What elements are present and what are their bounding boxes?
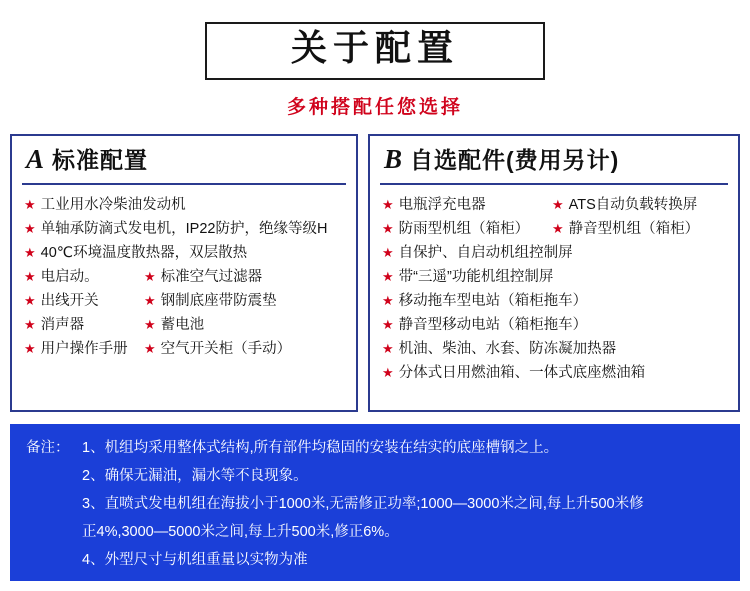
panel-b-divider [380, 183, 728, 185]
note-content: 外型尺寸与机组重量以实物为准 [104, 552, 308, 568]
panel-optional-config [368, 134, 740, 412]
list-item-label: 分体式日用燃油箱、一体式底座燃油箱 [398, 365, 646, 381]
list-item-label: 空气开关柜（手动） [160, 341, 292, 357]
config-panels [0, 134, 750, 416]
star-icon: ★ [382, 269, 394, 284]
note-content: 直喷式发电机组在海拔小于1000米,无需修正功率;1000—3000米之间,每上升500米修 [104, 496, 644, 512]
note-text [82, 490, 724, 546]
list-item [382, 193, 728, 217]
note-text [82, 546, 724, 574]
list-item [382, 265, 728, 289]
list-item-label: 静音型机组（箱柜） [568, 221, 700, 237]
list-item [382, 289, 728, 313]
star-icon: ★ [24, 197, 36, 212]
list-item [24, 337, 346, 361]
list-item-label: 出线开关 [40, 293, 99, 309]
star-icon: ★ [382, 221, 394, 236]
list-item-label: ATS自动负载转换屏 [568, 197, 698, 213]
note-row [26, 434, 724, 462]
list-item-label: 自保护、自启动机组控制屏 [398, 245, 573, 261]
star-icon: ★ [144, 341, 156, 356]
panel-a-title: 标准配置 [52, 147, 149, 173]
star-icon: ★ [144, 269, 156, 284]
panel-b-header [370, 136, 738, 179]
note-row [26, 462, 724, 490]
list-item-label: 标准空气过滤器 [160, 269, 263, 285]
notes-panel [10, 424, 740, 581]
panel-standard-config [10, 134, 358, 412]
note-index: 3、 [82, 496, 105, 512]
star-icon: ★ [382, 365, 394, 380]
star-icon: ★ [24, 317, 36, 332]
star-icon: ★ [552, 197, 564, 212]
list-item-label: 防雨型机组（箱柜） [398, 221, 530, 237]
panel-b-letter: B [384, 144, 403, 174]
list-item [382, 361, 728, 385]
page-title: 关于配置 [290, 27, 459, 68]
list-item-label: 40℃环境温度散热器，双层散热 [40, 245, 248, 261]
list-item-label: 单轴承防滴式发电机，IP22防护，绝缘等级H [40, 221, 328, 237]
star-icon: ★ [382, 245, 394, 260]
list-item [382, 337, 728, 361]
note-content: 机组均采用整体式结构,所有部件均稳固的安装在结实的底座槽钢之上。 [104, 440, 559, 456]
note-index: 4、 [82, 552, 105, 568]
star-icon: ★ [382, 293, 394, 308]
list-item-label: 蓄电池 [160, 317, 205, 333]
list-item [24, 265, 346, 289]
star-icon: ★ [24, 293, 36, 308]
notes-label: 备注： [26, 440, 70, 456]
note-content-continued: 正4%,3000—5000米之间,每上升500米,修正6%。 [82, 524, 399, 540]
list-item-label: 用户操作手册 [40, 341, 128, 357]
star-icon: ★ [24, 341, 36, 356]
note-row [26, 490, 724, 546]
list-item-label: 移动拖车型电站（箱柜拖车） [398, 293, 588, 309]
star-icon: ★ [382, 317, 394, 332]
list-item [382, 313, 728, 337]
list-item-label: 带“三遥”功能机组控制屏 [398, 269, 554, 285]
list-item-label: 消声器 [40, 317, 85, 333]
panel-b-items [370, 191, 738, 385]
header [0, 0, 750, 130]
note-index: 1、 [82, 440, 105, 456]
star-icon: ★ [552, 221, 564, 236]
note-index: 2、 [82, 468, 105, 484]
star-icon: ★ [382, 197, 394, 212]
star-icon: ★ [144, 317, 156, 332]
star-icon: ★ [24, 245, 36, 260]
panel-b-title: 自选配件(费用另计) [410, 147, 620, 173]
note-row [26, 546, 724, 574]
star-icon: ★ [24, 221, 36, 236]
list-item [24, 289, 346, 313]
note-text [82, 462, 724, 490]
list-item-label: 机油、柴油、水套、防冻凝加热器 [398, 341, 617, 357]
star-icon: ★ [144, 293, 156, 308]
star-icon: ★ [382, 341, 394, 356]
list-item-label: 电启动。 [40, 269, 99, 285]
note-content: 确保无漏油，漏水等不良现象。 [104, 468, 308, 484]
list-item-label: 电瓶浮充电器 [398, 197, 486, 213]
panel-a-divider [22, 183, 346, 185]
list-item-label: 工业用水冷柴油发动机 [40, 197, 186, 213]
list-item [24, 193, 346, 217]
panel-a-letter: A [26, 144, 45, 174]
list-item [24, 217, 346, 241]
page-subtitle: 多种搭配任您选择 [286, 97, 463, 118]
list-item [382, 241, 728, 265]
note-text [82, 434, 724, 462]
list-item-label: 静音型移动电站（箱柜拖车） [398, 317, 588, 333]
list-item-label: 钢制底座带防震垫 [160, 293, 277, 309]
list-item [24, 313, 346, 337]
list-item [24, 241, 346, 265]
panel-a-items [12, 191, 356, 361]
star-icon: ★ [24, 269, 36, 284]
list-item [382, 217, 728, 241]
panel-a-header [12, 136, 356, 179]
